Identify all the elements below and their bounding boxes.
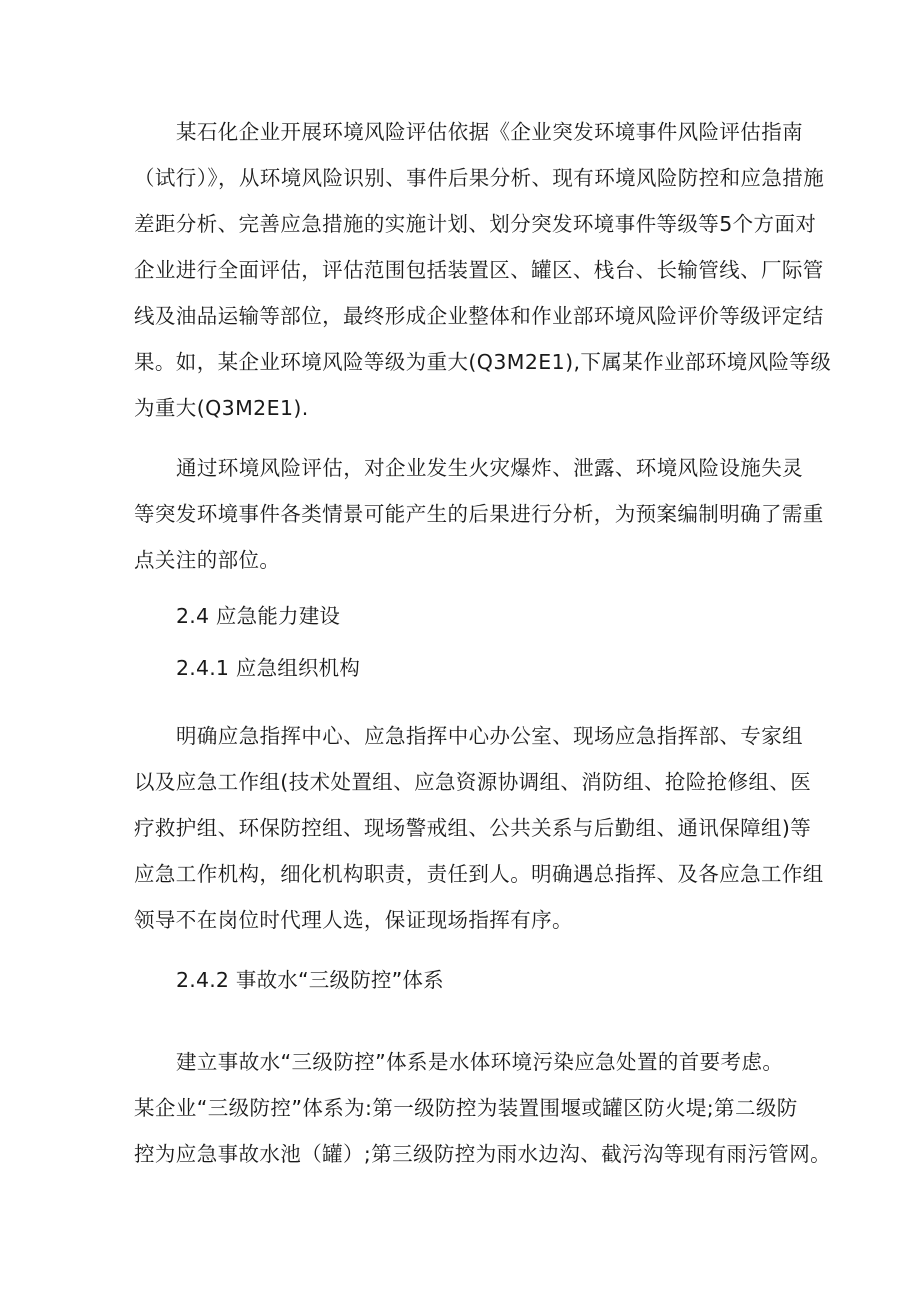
paragraph-1-line-7: 为重大(Q3M2E1). — [134, 396, 309, 420]
paragraph-3-line-5: 领导不在岗位时代理人选，保证现场指挥有序。 — [134, 908, 573, 932]
paragraph-4-line-2: 某企业“三级防控”体系为:第一级防控为装置围堰或罐区防火堤;第二级防 — [134, 1096, 798, 1120]
section-heading-2-4-1: 2.4.1 应急组织机构 — [176, 656, 361, 680]
paragraph-2-line-2: 等突发环境事件各类情景可能产生的后果进行分析，为预案编制明确了需重 — [134, 502, 824, 526]
section-heading-2-4: 2.4 应急能力建设 — [176, 604, 341, 628]
paragraph-1-line-3: 差距分析、完善应急措施的实施计划、划分突发环境事件等级等5个方面对 — [134, 212, 817, 236]
paragraph-1-line-1: 某石化企业开展环境风险评估依据《企业突发环境事件风险评估指南 — [176, 120, 803, 144]
paragraph-4-line-1: 建立事故水“三级防控”体系是水体环境污染应急处置的首要考虑。 — [176, 1050, 784, 1074]
paragraph-2-line-3: 点关注的部位。 — [134, 548, 281, 572]
paragraph-4-line-3: 控为应急事故水池（罐）;第三级防控为雨水边沟、截污沟等现有雨污管网。 — [134, 1142, 832, 1166]
section-heading-2-4-2: 2.4.2 事故水“三级防控”体系 — [176, 968, 444, 992]
paragraph-3-line-1: 明确应急指挥中心、应急指挥中心办公室、现场应急指挥部、专家组 — [176, 724, 803, 748]
paragraph-3-line-4: 应急工作机构，细化机构职责，责任到人。明确遇总指挥、及各应急工作组 — [134, 862, 824, 886]
paragraph-3-line-3: 疗救护组、环保防控组、现场警戒组、公共关系与后勤组、通讯保障组)等 — [134, 816, 812, 840]
paragraph-2-line-1: 通过环境风险评估，对企业发生火灾爆炸、泄露、环境风险设施失灵 — [176, 456, 803, 480]
paragraph-3-line-2: 以及应急工作组(技术处置组、应急资源协调组、消防组、抢险抢修组、医 — [134, 770, 812, 794]
paragraph-1-line-4: 企业进行全面评估，评估范围包括装置区、罐区、栈台、长输管线、厂际管 — [134, 258, 824, 282]
paragraph-1-line-6: 果。如，某企业环境风险等级为重大(Q3M2E1),下属某作业部环境风险等级 — [134, 350, 832, 374]
paragraph-1-line-5: 线及油品运输等部位，最终形成企业整体和作业部环境风险评价等级评定结 — [134, 304, 824, 328]
paragraph-1-line-2: （试行）》，从环境风险识别、事件后果分析、现有环境风险防控和应急措施 — [134, 166, 825, 190]
